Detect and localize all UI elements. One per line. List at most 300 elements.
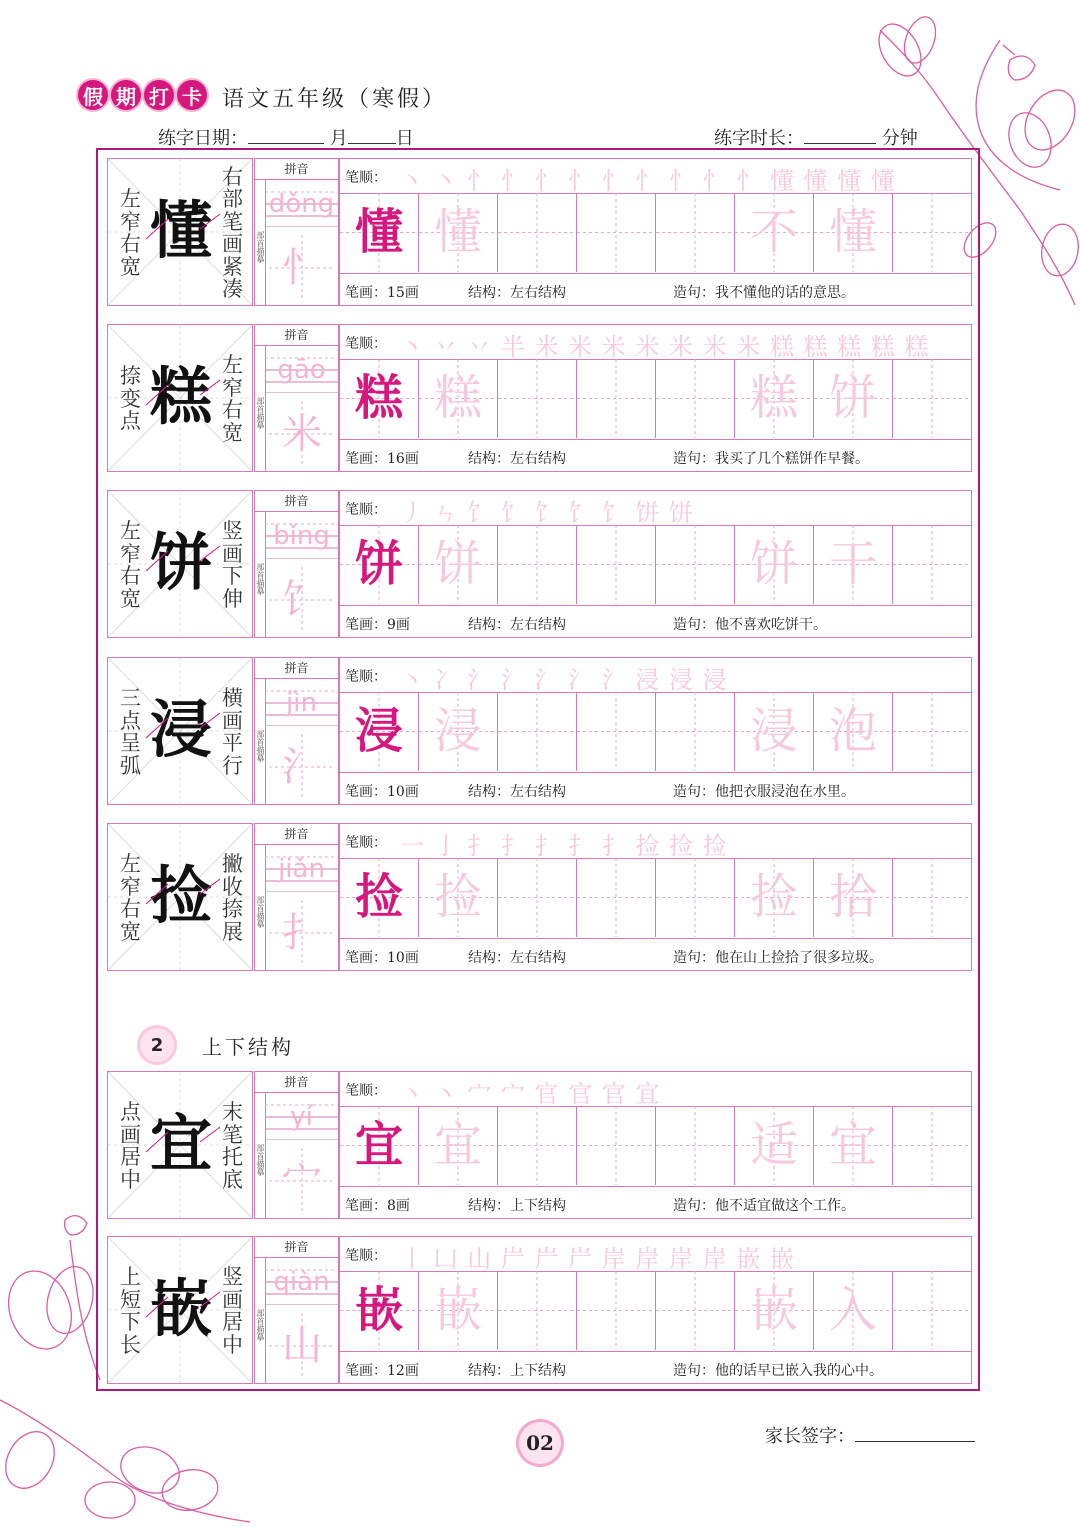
tip-char: 下 (120, 1310, 141, 1334)
practice-cell[interactable] (419, 858, 498, 937)
cell-character (498, 858, 576, 937)
tip-char: 左 (120, 852, 141, 876)
cell-character (498, 359, 576, 438)
radical-trace-label: 部首描摹 (256, 896, 265, 928)
model-char-box (107, 490, 253, 638)
structure: 结构：左右结构 (468, 950, 566, 966)
practice-grid (340, 692, 971, 772)
cell-character: 浸 (433, 703, 482, 759)
example-sentence: 造句：他不喜欢吃饼干。 (673, 617, 827, 633)
tip-char: 右 (120, 897, 141, 921)
tip-char: 画 (120, 1122, 141, 1147)
radical-trace: 饣 (282, 577, 322, 623)
cell-character (577, 1106, 655, 1185)
cell-character: 干 (828, 536, 877, 592)
pointer-lines (108, 824, 252, 970)
practice-cell[interactable] (735, 1106, 814, 1185)
cell-character (577, 1271, 655, 1350)
stroke-order-trace: 丨 凵 山 屵 屵 屵 岸 岸 岸 岸 嵌 嵌 (400, 1245, 795, 1273)
practice-cell[interactable] (814, 692, 893, 771)
practice-cell[interactable] (735, 525, 814, 604)
practice-cell[interactable] (419, 525, 498, 604)
practice-cell[interactable] (577, 359, 656, 438)
model-character: 宜 (149, 1107, 212, 1180)
practice-cell[interactable] (656, 525, 735, 604)
stroke-count: 笔画：10画 (345, 950, 419, 966)
practice-duration-line (714, 124, 918, 150)
practice-area (339, 158, 972, 306)
character-row (107, 1236, 972, 1384)
stroke-order-label: 笔顺： (345, 669, 387, 685)
practice-cell[interactable] (893, 359, 972, 438)
practice-cell[interactable] (340, 525, 419, 604)
cell-character: 饼 (433, 536, 482, 592)
structure: 结构：左右结构 (468, 784, 566, 800)
practice-cell[interactable] (340, 692, 419, 771)
model-character: 懂 (149, 194, 212, 267)
pinyin-label: 拼音 (255, 1072, 338, 1093)
cell-character: 宜 (433, 1117, 482, 1173)
model-character: 浸 (149, 693, 212, 766)
practice-cell[interactable] (735, 193, 814, 272)
practice-cell[interactable] (340, 1271, 419, 1350)
model-character: 捡 (149, 859, 212, 932)
char-info (340, 605, 971, 638)
example-sentence: 造句：他不适宜做这个工作。 (673, 1198, 855, 1214)
practice-cell[interactable] (340, 1106, 419, 1185)
cell-character: 糕 (433, 370, 482, 426)
stroke-count: 笔画：9画 (345, 617, 410, 633)
tip-char: 窄 (222, 375, 243, 400)
practice-cell[interactable] (656, 193, 735, 272)
tip-char: 捺 (222, 897, 243, 921)
cell-character (577, 858, 655, 937)
page-title: 语文五年级（寒假） (222, 87, 448, 112)
tip-char: 中 (222, 1332, 243, 1357)
pinyin-trace: gāo (277, 355, 326, 385)
cell-character (577, 525, 655, 604)
radical-trace: 忄 (282, 245, 322, 291)
character-row (107, 657, 972, 805)
month-label: 月 (329, 128, 348, 149)
cell-character (498, 193, 576, 272)
pointer-lines (108, 1072, 252, 1218)
cell-character (893, 1271, 971, 1350)
tip-char: 窄 (120, 541, 141, 566)
stroke-count: 笔画：12画 (345, 1363, 419, 1379)
tip-char: 呈 (120, 731, 141, 755)
practice-date-line (158, 124, 414, 150)
pointer-lines (108, 658, 252, 804)
tip-char: 右 (222, 398, 243, 422)
tip-char: 末 (222, 1100, 243, 1124)
holiday-checkin-badge (78, 80, 207, 110)
model-character: 饼 (149, 526, 212, 599)
practice-cell[interactable] (498, 359, 577, 438)
cell-character: 宜 (354, 1117, 403, 1173)
character-row (107, 490, 972, 638)
cell-character: 嵌 (354, 1282, 403, 1338)
practice-area (339, 1071, 972, 1219)
pinyin-column (254, 657, 339, 805)
cell-character: 糕 (354, 370, 403, 426)
model-char-box (107, 1071, 253, 1219)
character-row (107, 324, 972, 472)
radical-trace-label: 部首描摹 (256, 563, 265, 595)
cell-character: 不 (749, 204, 798, 260)
practice-area (339, 657, 972, 805)
tip-char: 竖 (222, 519, 243, 543)
stroke-order-bar (340, 491, 971, 526)
tip-char: 居 (222, 1310, 243, 1334)
structure: 结构：上下结构 (468, 1363, 566, 1379)
practice-cell[interactable] (814, 1106, 893, 1185)
cell-character (656, 525, 734, 604)
stroke-order-trace: 丶 丶 忄 忄 忄 忄 忄 忄 忄 忄 忄 懂 懂 懂 懂 (400, 167, 896, 195)
tip-char: 撇 (222, 852, 243, 876)
stroke-order-trace: 一 亅 扌 扌 扌 扌 扌 捡 捡 捡 (400, 832, 728, 860)
cell-character: 饼 (828, 370, 877, 426)
practice-area (339, 823, 972, 971)
practice-cell[interactable] (893, 525, 972, 604)
cell-character (893, 525, 971, 604)
pinyin-label: 拼音 (255, 325, 338, 346)
tip-char: 左 (120, 187, 141, 211)
cell-character: 泡 (828, 703, 877, 759)
tip-char: 捺 (120, 364, 141, 389)
tip-char: 窄 (120, 209, 141, 234)
cell-character (656, 359, 734, 438)
practice-cell[interactable] (498, 858, 577, 937)
practice-cell[interactable] (498, 525, 577, 604)
day-blank[interactable] (348, 127, 396, 144)
sign-label: 家长签字： (765, 1426, 855, 1447)
stroke-order-bar (340, 824, 971, 859)
cell-character: 宜 (828, 1117, 877, 1173)
structure: 结构：上下结构 (468, 1198, 566, 1214)
character-row (107, 158, 972, 306)
tip-char: 居 (120, 1145, 141, 1169)
practice-cell[interactable] (656, 1271, 735, 1350)
practice-cell[interactable] (577, 193, 656, 272)
tip-char: 画 (222, 232, 243, 256)
practice-cell[interactable] (577, 1271, 656, 1350)
date-blank[interactable] (248, 127, 324, 144)
tip-char: 宽 (120, 586, 141, 611)
pinyin-label: 拼音 (255, 159, 338, 180)
cell-character (498, 1106, 576, 1185)
tip-char: 画 (222, 708, 243, 733)
radical-trace-label: 部首描摹 (256, 231, 265, 263)
stroke-order-bar (340, 658, 971, 693)
practice-cell[interactable] (419, 193, 498, 272)
cell-character: 嵌 (749, 1282, 798, 1338)
practice-grid (340, 359, 971, 439)
section-heading (140, 1028, 294, 1062)
tip-char: 中 (120, 1167, 141, 1192)
cell-character (893, 359, 971, 438)
tip-char: 画 (222, 1287, 243, 1312)
char-info (340, 772, 971, 805)
tip-char: 平 (222, 731, 243, 755)
structure: 结构：左右结构 (468, 285, 566, 301)
practice-cell[interactable] (577, 692, 656, 771)
char-info (340, 439, 971, 472)
tip-char: 右 (120, 232, 141, 256)
pinyin-label: 拼音 (255, 491, 338, 512)
pinyin-trace: dǒng (268, 189, 335, 219)
tip-char: 紧 (222, 254, 243, 279)
radical-trace-label: 部首描摹 (256, 1144, 265, 1176)
pointer-lines (108, 159, 252, 305)
practice-cell[interactable] (893, 193, 972, 272)
cell-character (498, 1271, 576, 1350)
cell-character: 浸 (749, 703, 798, 759)
stroke-order-trace: 丶 丷 丷 半 米 米 米 米 米 米 米 糕 糕 糕 糕 糕 (400, 333, 930, 361)
stroke-order-label: 笔顺： (345, 1248, 387, 1264)
stroke-order-bar (340, 159, 971, 194)
char-info (340, 1351, 971, 1384)
cell-character: 适 (749, 1117, 798, 1173)
practice-grid (340, 193, 971, 273)
radical-trace: 米 (282, 411, 322, 457)
cell-character: 饼 (354, 536, 403, 592)
practice-cell[interactable] (419, 1106, 498, 1185)
tip-char: 横 (222, 686, 243, 710)
practice-cell[interactable] (498, 1271, 577, 1350)
practice-cell[interactable] (340, 359, 419, 438)
cell-character (656, 1271, 734, 1350)
tip-char: 窄 (120, 874, 141, 899)
tip-char: 宽 (120, 919, 141, 944)
cell-character (893, 692, 971, 771)
character-row (107, 1071, 972, 1219)
cell-character: 糕 (749, 370, 798, 426)
practice-grid (340, 1271, 971, 1351)
practice-cell[interactable] (735, 858, 814, 937)
cell-character (656, 692, 734, 771)
practice-cell[interactable] (656, 692, 735, 771)
stroke-order-bar (340, 1072, 971, 1107)
stroke-order-label: 笔顺： (345, 170, 387, 186)
radical-trace: 氵 (282, 744, 322, 790)
practice-cell[interactable] (735, 1271, 814, 1350)
duration-blank[interactable] (804, 127, 876, 144)
practice-cell[interactable] (814, 525, 893, 604)
tip-char: 凑 (222, 277, 243, 301)
badge-char: 卡 (177, 80, 207, 110)
practice-grid (340, 525, 971, 605)
badge-char: 假 (78, 80, 108, 110)
cell-character: 懂 (828, 204, 877, 260)
stroke-count: 笔画：10画 (345, 784, 419, 800)
tip-char: 长 (120, 1332, 141, 1357)
practice-cell[interactable] (814, 1271, 893, 1350)
tip-char: 展 (222, 919, 243, 944)
practice-cell[interactable] (893, 692, 972, 771)
tip-char: 部 (222, 187, 243, 211)
badge-char: 打 (144, 80, 174, 110)
example-sentence: 造句：他在山上捡拾了很多垃圾。 (673, 950, 883, 966)
pinyin-label: 拼音 (255, 824, 338, 845)
pinyin-column (254, 1071, 339, 1219)
tip-char: 三 (120, 686, 141, 710)
pinyin-trace: bǐng (273, 521, 330, 551)
practice-cell[interactable] (814, 359, 893, 438)
pinyin-label: 拼音 (255, 658, 338, 679)
practice-grid (340, 1106, 971, 1186)
stroke-order-trace: 丿 ㄣ 饣 饣 饣 饣 饣 饼 饼 (400, 499, 695, 527)
practice-area (339, 324, 972, 472)
date-label: 练字日期： (158, 128, 248, 149)
example-sentence: 造句：他的话早已嵌入我的心中。 (673, 1363, 883, 1379)
stroke-order-label: 笔顺： (345, 835, 387, 851)
pinyin-column (254, 490, 339, 638)
practice-cell[interactable] (577, 525, 656, 604)
cell-character (498, 692, 576, 771)
stroke-count: 笔画：8画 (345, 1198, 410, 1214)
stroke-count: 笔画：16画 (345, 451, 419, 467)
practice-cell[interactable] (656, 359, 735, 438)
signature-blank[interactable] (855, 1425, 975, 1442)
day-label: 日 (395, 128, 414, 149)
tip-char: 弧 (120, 753, 141, 778)
cell-character (577, 193, 655, 272)
tip-char: 托 (222, 1145, 243, 1169)
cell-character (893, 193, 971, 272)
stroke-order-trace: 丶 丶 宀 宀 官 官 官 宜 (400, 1080, 661, 1108)
practice-cell[interactable] (814, 193, 893, 272)
cell-character: 捡 (354, 869, 403, 925)
practice-cell[interactable] (577, 1106, 656, 1185)
cell-character (577, 692, 655, 771)
practice-cell[interactable] (577, 858, 656, 937)
pinyin-column (254, 1236, 339, 1384)
pinyin-label: 拼音 (255, 1237, 338, 1258)
cell-character: 饼 (749, 536, 798, 592)
pinyin-trace: yí (290, 1102, 313, 1132)
stroke-order-label: 笔顺： (345, 1083, 387, 1099)
stroke-order-trace: 丶 冫 氵 氵 氵 氵 氵 浸 浸 浸 (400, 666, 728, 694)
example-sentence: 造句：他把衣服浸泡在水里。 (673, 784, 855, 800)
tip-char: 收 (222, 874, 243, 899)
model-character: 糕 (149, 360, 212, 433)
stroke-order-label: 笔顺： (345, 502, 387, 518)
cell-character: 嵌 (433, 1282, 482, 1338)
model-char-box (107, 1236, 253, 1384)
example-sentence: 造句：我买了几个糕饼作早餐。 (673, 451, 869, 467)
structure: 结构：左右结构 (468, 451, 566, 467)
tip-char: 笔 (222, 209, 243, 234)
tip-char: 下 (222, 564, 243, 588)
cell-character (656, 858, 734, 937)
parent-signature-line (765, 1422, 975, 1448)
duration-label: 练字时长： (714, 128, 804, 149)
practice-area (339, 1236, 972, 1384)
tip-char: 伸 (222, 586, 243, 611)
tip-char: 左 (222, 353, 243, 377)
cell-character (577, 359, 655, 438)
model-char-box (107, 324, 253, 472)
pinyin-column (254, 324, 339, 472)
pinyin-column (254, 823, 339, 971)
practice-cell[interactable] (735, 359, 814, 438)
stroke-order-bar (340, 1237, 971, 1272)
pinyin-trace: qiàn (273, 1267, 330, 1297)
practice-cell[interactable] (893, 1106, 972, 1185)
stroke-count: 笔画：15画 (345, 285, 419, 301)
stroke-order-label: 笔顺： (345, 336, 387, 352)
tip-char: 左 (120, 519, 141, 543)
practice-cell[interactable] (893, 1271, 972, 1350)
radical-trace: 山 (282, 1323, 322, 1369)
practice-cell[interactable] (498, 1106, 577, 1185)
practice-cell[interactable] (419, 1271, 498, 1350)
char-info (340, 1186, 971, 1219)
pinyin-trace: jìn (286, 688, 317, 718)
page-number: 02 (519, 1422, 561, 1464)
char-info (340, 273, 971, 306)
pointer-lines (108, 491, 252, 637)
radical-trace: 扌 (282, 910, 322, 956)
practice-cell[interactable] (419, 692, 498, 771)
tip-char: 右 (120, 564, 141, 588)
practice-cell[interactable] (735, 692, 814, 771)
char-info (340, 938, 971, 971)
tip-char: 点 (120, 1100, 141, 1124)
practice-cell[interactable] (419, 359, 498, 438)
tip-char: 底 (222, 1167, 243, 1192)
cell-character: 懂 (433, 204, 482, 260)
cell-character (498, 525, 576, 604)
minute-label: 分钟 (881, 128, 918, 149)
tip-char: 点 (120, 409, 141, 434)
tip-char: 短 (120, 1287, 141, 1312)
cell-character: 入 (828, 1282, 877, 1338)
pointer-lines (108, 325, 252, 471)
tip-char: 宽 (120, 254, 141, 279)
practice-cell[interactable] (340, 858, 419, 937)
practice-cell[interactable] (498, 692, 577, 771)
radical-trace: 宀 (282, 1158, 322, 1204)
model-char-box (107, 823, 253, 971)
pinyin-trace: jiǎn (278, 854, 325, 884)
pinyin-column (254, 158, 339, 306)
tip-char: 竖 (222, 1265, 243, 1289)
practice-cell[interactable] (498, 193, 577, 272)
tip-char: 宽 (222, 420, 243, 445)
tip-char: 右 (222, 164, 243, 189)
cell-character: 懂 (354, 204, 403, 260)
cell-character (656, 1106, 734, 1185)
stroke-order-bar (340, 325, 971, 360)
practice-grid (340, 858, 971, 938)
tip-char: 上 (120, 1265, 141, 1289)
practice-cell[interactable] (340, 193, 419, 272)
practice-cell[interactable] (656, 858, 735, 937)
cell-character: 捡 (433, 869, 482, 925)
model-char-box (107, 158, 253, 306)
radical-trace-label: 部首描摹 (256, 1309, 265, 1341)
practice-area (339, 490, 972, 638)
tip-char: 变 (120, 386, 141, 411)
cell-character (893, 858, 971, 937)
model-character: 嵌 (149, 1272, 212, 1345)
practice-cell[interactable] (814, 858, 893, 937)
practice-cell[interactable] (893, 858, 972, 937)
section-title: 上下结构 (202, 1034, 294, 1059)
practice-cell[interactable] (656, 1106, 735, 1185)
